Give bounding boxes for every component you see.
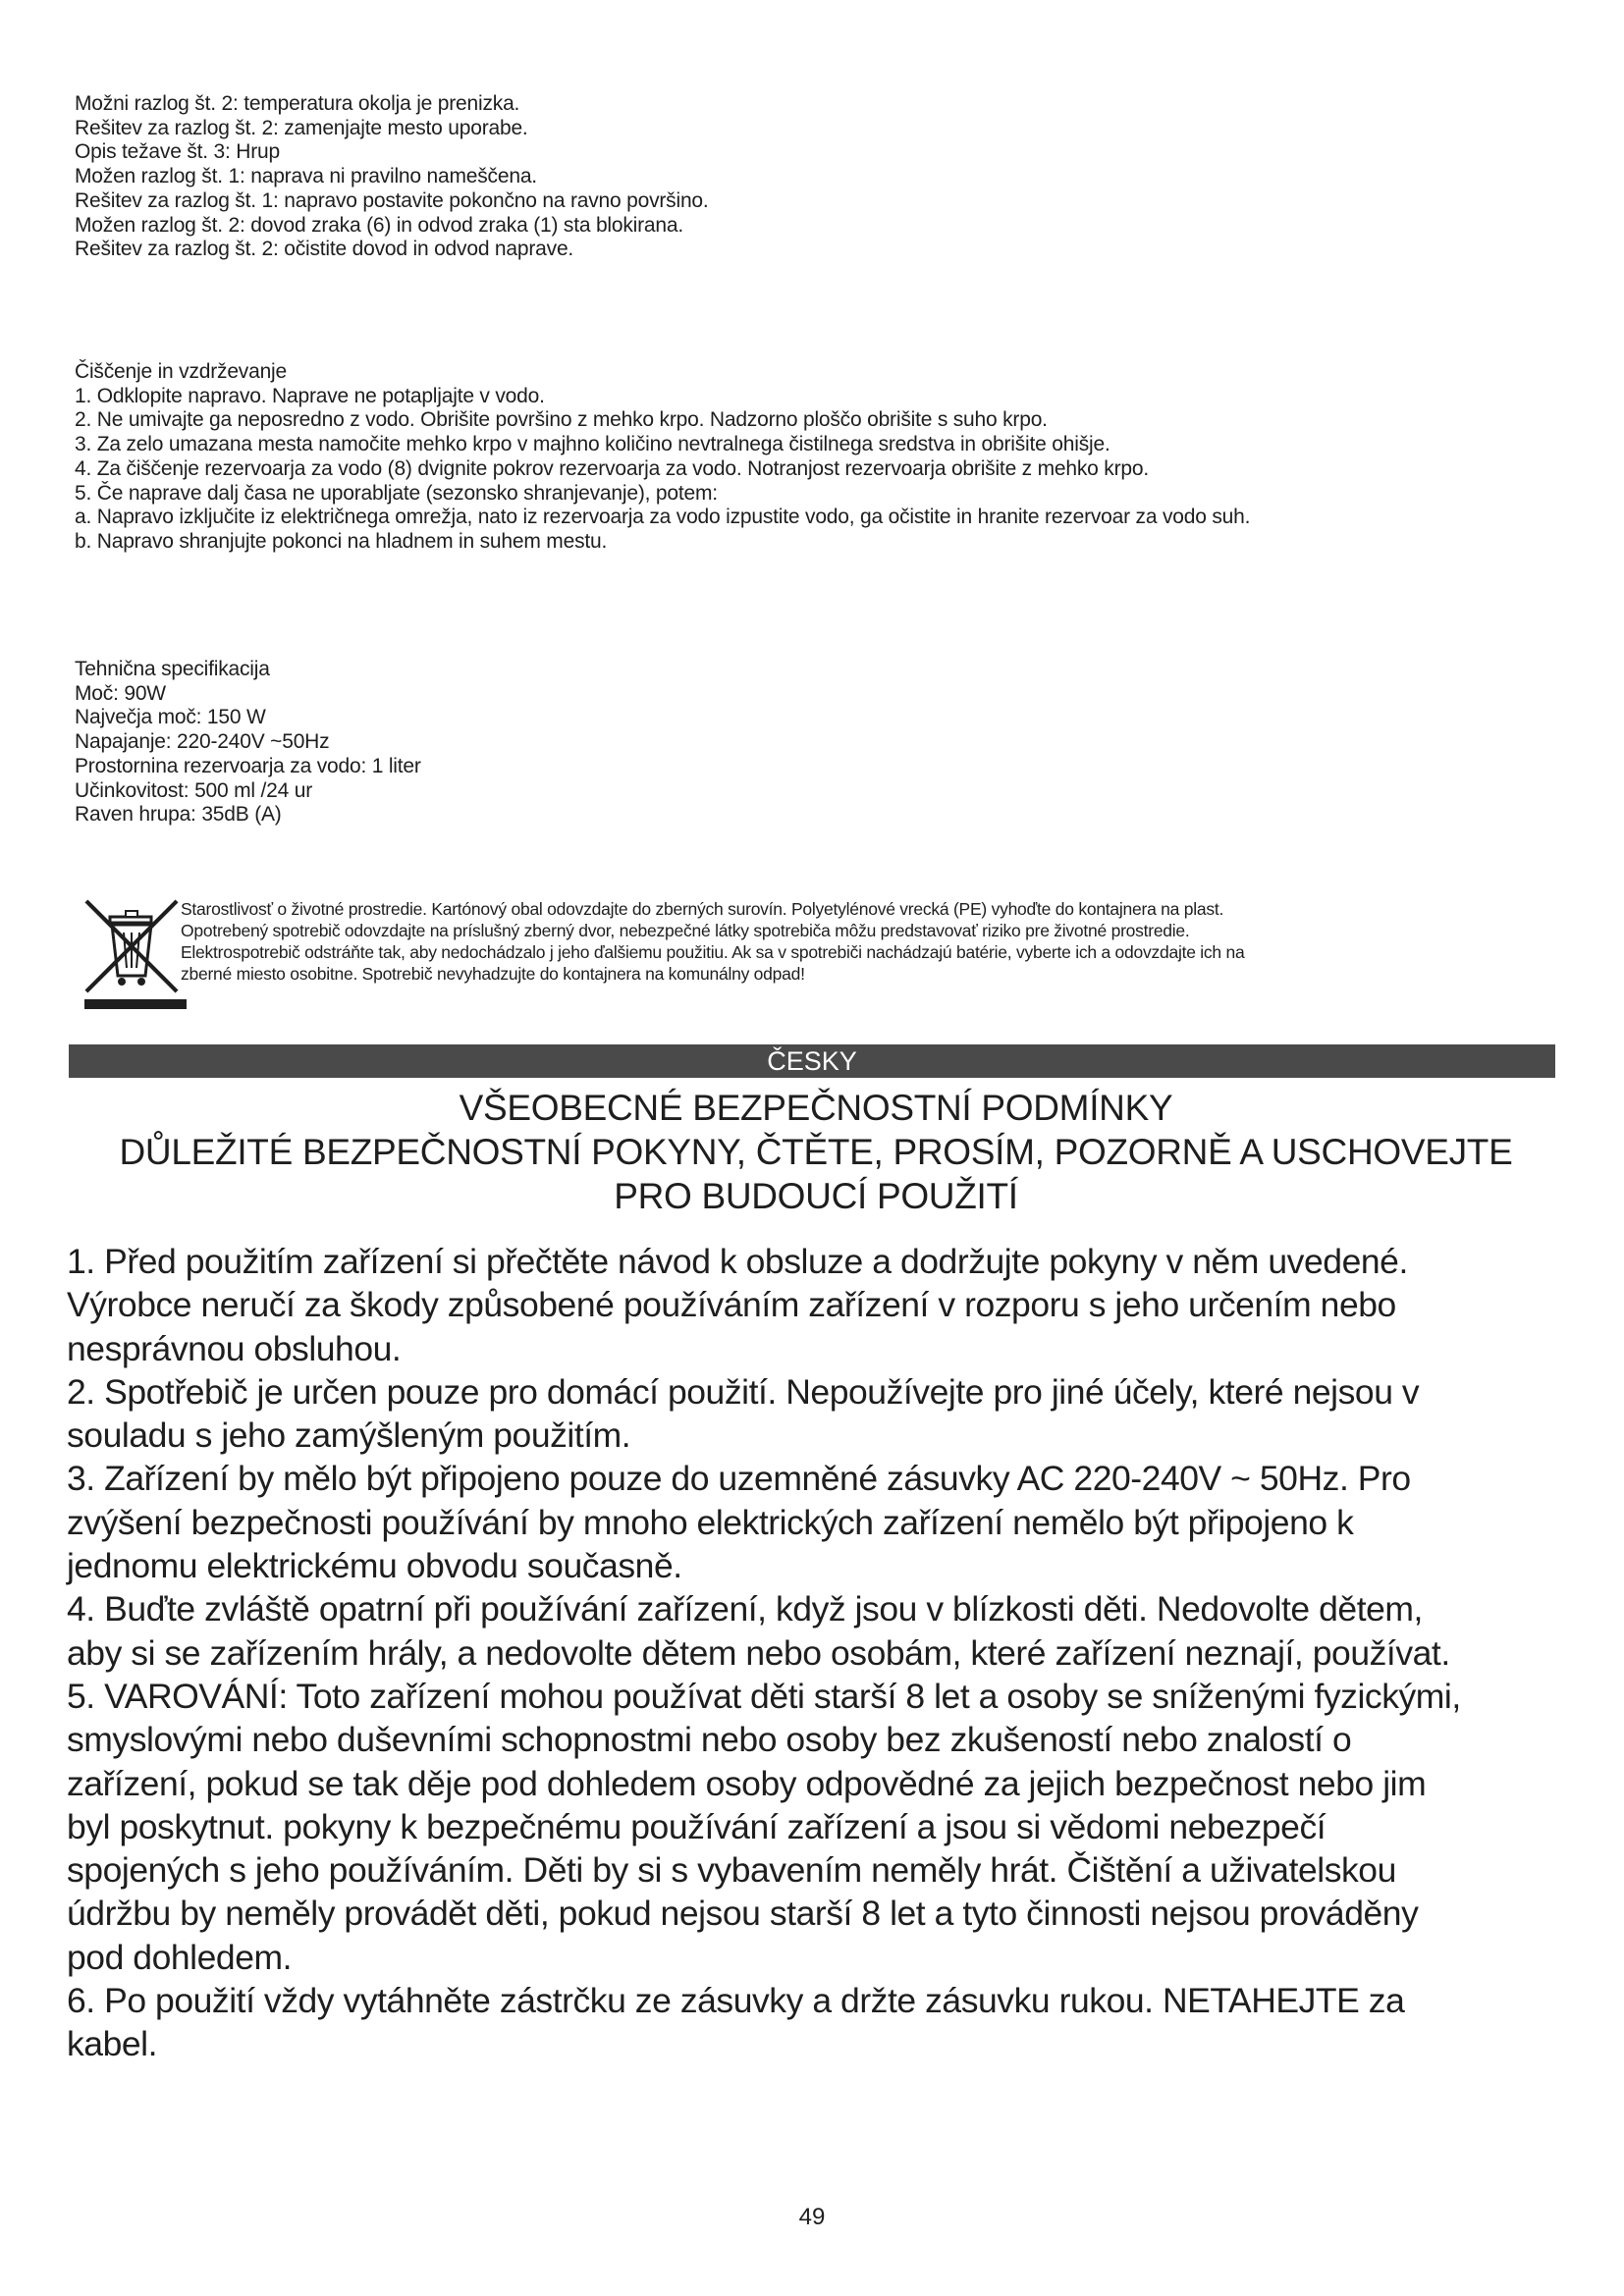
text-line: Možni razlog št. 2: temperatura okolja je prenizka. (75, 92, 520, 115)
text-line: zvýšení bezpečnosti používání by mnoho elektrických zařízení nemělo být připojeno k (67, 1502, 1354, 1542)
heading-line: PRO BUDOUCÍ POUŽITÍ (614, 1176, 1018, 1216)
heading-line: DŮLEŽITÉ BEZPEČNOSTNÍ POKYNY, ČTĚTE, PROSÍM, POZORNĚ A USCHOVEJTE (119, 1132, 1513, 1172)
list-item: 1. Odklopite napravo. Naprave ne potapljajte v vodo. (75, 384, 545, 407)
weee-notice (181, 898, 1555, 985)
text-line: zařízení, pokud se tak děje pod dohledem osoby odpovědné za jejich bezpečnost nebo jim (67, 1763, 1427, 1803)
text-line: smyslovými nebo duševními schopnostmi nebo osoby bez zkušeností nebo znalostí o (67, 1720, 1352, 1760)
spec-item: Učinkovitost: 500 ml /24 ur (75, 778, 313, 802)
list-item: 5. Če naprave dalj časa ne uporabljate (sezonsko shranjevanje), potem: (75, 481, 718, 505)
text-line: spojených s jeho používáním. Děti by si s vybavením neměly hrát. Čištění a uživatelskou (67, 1850, 1396, 1891)
list-item: a. Napravo izključite iz električnega omrežja, nato iz rezervoarja za vodo izpustite vodo, ga očistite in hranite rezervoar za vodo suh. (75, 506, 1251, 529)
section-title: Tehnična specifikacija (75, 658, 270, 680)
spec-item: Napajanje: 220-240V ~50Hz (75, 730, 330, 754)
list-item: 3. Za zelo umazana mesta namočite mehko krpo v majhno količino nevtralnega čistilnega sredstva in obrišite ohišje. (75, 433, 1110, 456)
text-line: Rešitev za razlog št. 2: očistite dovod in odvod naprave. (75, 238, 574, 261)
text-line: zberné miesto osobitne. Spotrebič nevyhadzujte do kontajnera na komunálny odpad! (181, 964, 805, 984)
text-line: 5. VAROVÁNÍ: Toto zařízení mohou používat děti starší 8 let a osoby se sníženými fyzickými, (67, 1676, 1461, 1716)
text-line: Rešitev za razlog št. 2: zamenjajte mesto uporabe. (75, 116, 528, 139)
text-line: Opis težave št. 3: Hrup (75, 140, 280, 164)
list-item: 4. Za čiščenje rezervoarja za vodo (8) dvignite pokrov rezervoarja za vodo. Notranjost rezervoarja obrišite z mehko krpo. (75, 456, 1149, 480)
section-title: Čiščenje in vzdrževanje (75, 360, 288, 383)
language-banner: ČESKY (69, 1044, 1555, 1078)
text-line: Možen razlog št. 2: dovod zraka (6) in odvod zraka (1) sta blokirana. (75, 213, 684, 237)
safety-headings (75, 1086, 1557, 1218)
text-line: 6. Po použití vždy vytáhněte zástrčku ze zásuvky a držte zásuvku rukou. NETAHEJTE za (67, 1981, 1405, 2021)
text-line: nesprávnou obsluhou. (67, 1328, 402, 1368)
text-line: souladu s jeho zamýšleným použitím. (67, 1415, 631, 1456)
text-line: Rešitev za razlog št. 1: napravo postavite pokončno na ravno površino. (75, 188, 709, 212)
crossed-bin-icon (81, 895, 190, 1013)
heading-line: VŠEOBECNÉ BEZPEČNOSTNÍ PODMÍNKY (459, 1088, 1173, 1128)
spec-item: Največja moč: 150 W (75, 706, 266, 729)
spec-item: Moč: 90W (75, 681, 166, 705)
list-item: 2. Ne umivajte ga neposredno z vodo. Obrišite površino z mehko krpo. Nadzorno ploščo obrišite s suho krpo. (75, 408, 1048, 432)
text-line: Výrobce neručí za škody způsobené používáním zařízení v rozporu s jeho určením nebo (67, 1285, 1396, 1325)
text-line: 2. Spotřebič je určen pouze pro domácí použití. Nepoužívejte pro jiné účely, které nejsou v (67, 1371, 1420, 1412)
list-item: b. Napravo shranjujte pokonci na hladnem in suhem mestu. (75, 529, 608, 553)
text-line: Starostlivosť o životné prostredie. Kartónový obal odovzdajte do zberných surovín. Polyetylénové vrecká (PE) vyhoďte do kontajnera na plast. (181, 899, 1224, 919)
text-line: Možen razlog št. 1: naprava ni pravilno nameščena. (75, 165, 537, 188)
safety-instructions (67, 1240, 1559, 2066)
spec-item: Raven hrupa: 35dB (A) (75, 803, 282, 827)
text-line: byl poskytnut. pokyny k bezpečnému používání zařízení a jsou si vědomi nebezpečí (67, 1806, 1326, 1846)
text-line: 1. Před použitím zařízení si přečtěte návod k obsluze a dodržujte pokyny v něm uvedené. (67, 1242, 1408, 1281)
cleaning-section (75, 360, 1557, 555)
text-line: Elektrospotrebič odstráňte tak, aby nedochádzalo j jeho ďalšiemu použitiu. Ak sa v spotrebiči nachádzajú batérie, vyberte ich a odovzdajte ich na (181, 942, 1245, 962)
text-line: aby si se zařízením hrály, a nedovolte dětem nebo osobám, které zařízení neznají, používat. (67, 1632, 1450, 1673)
text-line: 4. Buďte zvláště opatrní při používání zařízení, když jsou v blízkosti děti. Nedovolte dětem, (67, 1589, 1423, 1629)
specs-section (75, 658, 1557, 828)
text-line: pod dohledem. (67, 1937, 293, 1977)
text-line: Opotrebený spotrebič odovzdajte na príslušný zberný dvor, nebezpečné látky spotrebiča môžu predstavovať riziko pre životné prostredie. (181, 921, 1190, 940)
spec-item: Prostornina rezervoarja za vodo: 1 liter (75, 754, 421, 777)
page-number: 49 (798, 2204, 826, 2230)
text-line: kabel. (67, 2024, 158, 2064)
text-line: 3. Zařízení by mělo být připojeno pouze do uzemněné zásuvky AC 220-240V ~ 50Hz. Pro (67, 1459, 1411, 1499)
troubleshooting-section (75, 92, 1557, 262)
text-line: jednomu elektrickému obvodu současně. (67, 1546, 682, 1586)
text-line: údržbu by neměly provádět děti, pokud nejsou starší 8 let a tyto činnosti nejsou prováděny (67, 1894, 1419, 1934)
